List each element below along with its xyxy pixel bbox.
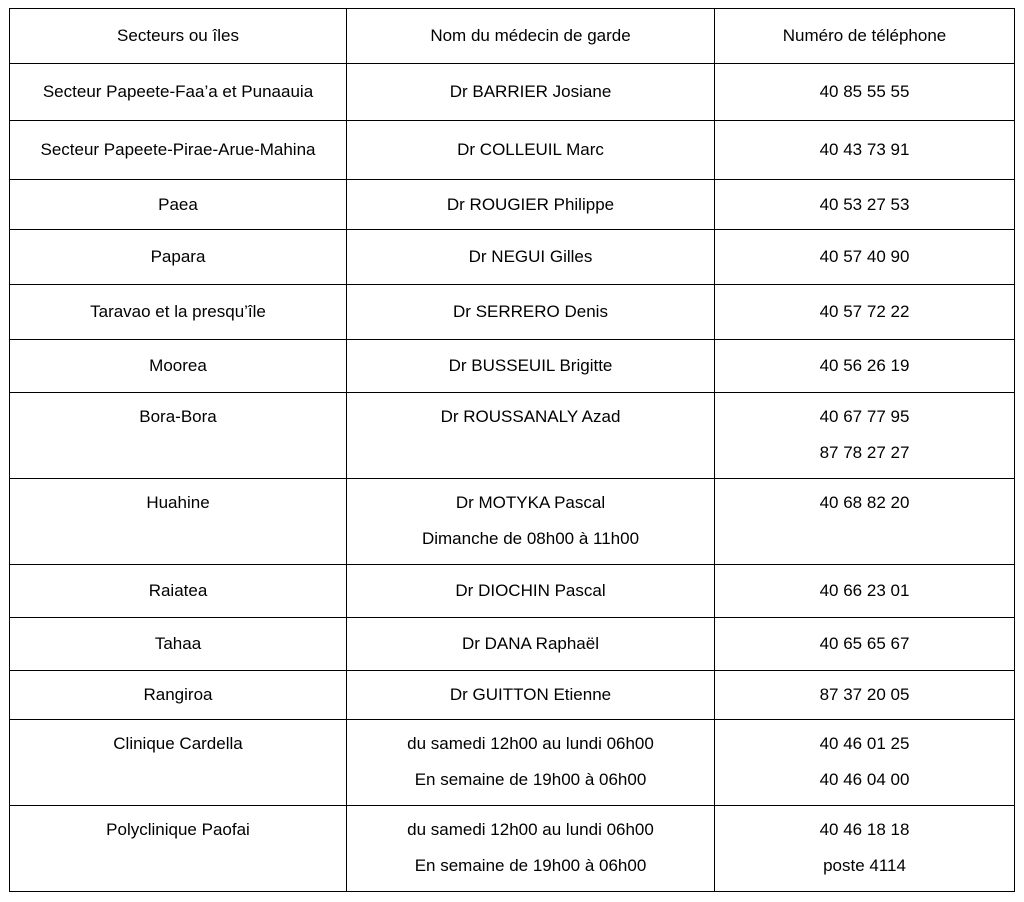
doctor-cell: Dr DANA Raphaël xyxy=(347,618,715,671)
doctor-line: du samedi 12h00 au lundi 06h00 xyxy=(407,820,654,839)
phone-cell: 40 53 27 53 xyxy=(715,180,1015,230)
phone-cell: 40 57 72 22 xyxy=(715,285,1015,340)
sector-cell: Rangiroa xyxy=(10,671,347,720)
phone-line: poste 4114 xyxy=(823,856,906,875)
sector-cell xyxy=(10,393,347,479)
doctor-cell: Dr BUSSEUIL Brigitte xyxy=(347,340,715,393)
doctor-cell xyxy=(347,479,715,565)
sector-cell xyxy=(10,720,347,806)
doctor-cell: Dr DIOCHIN Pascal xyxy=(347,565,715,618)
doctor-cell xyxy=(347,806,715,892)
doctor-cell xyxy=(347,393,715,479)
sector-cell xyxy=(10,806,347,892)
sector-line: Huahine xyxy=(146,493,210,512)
table-row xyxy=(10,393,1015,479)
table-row xyxy=(10,720,1015,806)
phone-cell: 40 85 55 55 xyxy=(715,64,1015,121)
sector-line: Clinique Cardella xyxy=(113,734,243,753)
doctor-line: Dr MOTYKA Pascal xyxy=(455,493,606,512)
doctor-cell: Dr COLLEUIL Marc xyxy=(347,121,715,180)
sector-cell: Secteur Papeete-Pirae-Arue-Mahina xyxy=(10,121,347,180)
table-row xyxy=(10,806,1015,892)
sector-cell: Taravao et la presqu’île xyxy=(10,285,347,340)
table-row xyxy=(10,565,1015,618)
header-phone: Numéro de téléphone xyxy=(715,9,1015,64)
on-call-doctors-table xyxy=(9,8,1015,892)
phone-cell: 40 65 65 67 xyxy=(715,618,1015,671)
doctor-cell: Dr ROUGIER Philippe xyxy=(347,180,715,230)
sector-cell: Secteur Papeete-Faa’a et Punaauia xyxy=(10,64,347,121)
phone-cell: 40 43 73 91 xyxy=(715,121,1015,180)
header-sector: Secteurs ou îles xyxy=(10,9,347,64)
doctor-line: En semaine de 19h00 à 06h00 xyxy=(414,856,647,875)
phone-cell: 40 66 23 01 xyxy=(715,565,1015,618)
sector-cell: Raiatea xyxy=(10,565,347,618)
table-row xyxy=(10,180,1015,230)
phone-cell: 40 57 40 90 xyxy=(715,230,1015,285)
phone-cell xyxy=(715,393,1015,479)
doctor-line: Dr ROUSSANALY Azad xyxy=(440,407,621,426)
table-row xyxy=(10,671,1015,720)
table-row xyxy=(10,121,1015,180)
sector-line: Polyclinique Paofai xyxy=(106,820,250,839)
doctor-cell: Dr NEGUI Gilles xyxy=(347,230,715,285)
phone-cell: 40 56 26 19 xyxy=(715,340,1015,393)
table-row xyxy=(10,285,1015,340)
sector-cell: Paea xyxy=(10,180,347,230)
header-row xyxy=(10,9,1015,64)
phone-cell: 87 37 20 05 xyxy=(715,671,1015,720)
phone-line: 40 46 18 18 xyxy=(819,820,910,839)
sector-cell: Moorea xyxy=(10,340,347,393)
table-row xyxy=(10,230,1015,285)
doctor-cell: Dr BARRIER Josiane xyxy=(347,64,715,121)
header-doctor: Nom du médecin de garde xyxy=(347,9,715,64)
sector-cell xyxy=(10,479,347,565)
sector-cell: Tahaa xyxy=(10,618,347,671)
sector-cell: Papara xyxy=(10,230,347,285)
phone-line: 40 46 01 25 xyxy=(819,734,910,753)
table-row xyxy=(10,64,1015,121)
phone-cell xyxy=(715,720,1015,806)
table-row xyxy=(10,618,1015,671)
phone-cell xyxy=(715,806,1015,892)
table-row xyxy=(10,340,1015,393)
phone-line: 40 67 77 95 xyxy=(819,407,910,426)
doctor-line: du samedi 12h00 au lundi 06h00 xyxy=(407,734,654,753)
phone-line: 40 46 04 00 xyxy=(819,770,910,789)
doctor-cell: Dr GUITTON Etienne xyxy=(347,671,715,720)
doctor-cell xyxy=(347,720,715,806)
sector-line: Bora-Bora xyxy=(139,407,217,426)
phone-line: 40 68 82 20 xyxy=(819,493,910,512)
doctor-line: Dimanche de 08h00 à 11h00 xyxy=(421,529,640,548)
doctor-line: En semaine de 19h00 à 06h00 xyxy=(414,770,647,789)
phone-cell xyxy=(715,479,1015,565)
doctor-cell: Dr SERRERO Denis xyxy=(347,285,715,340)
phone-line: 87 78 27 27 xyxy=(819,443,910,462)
table-row xyxy=(10,479,1015,565)
